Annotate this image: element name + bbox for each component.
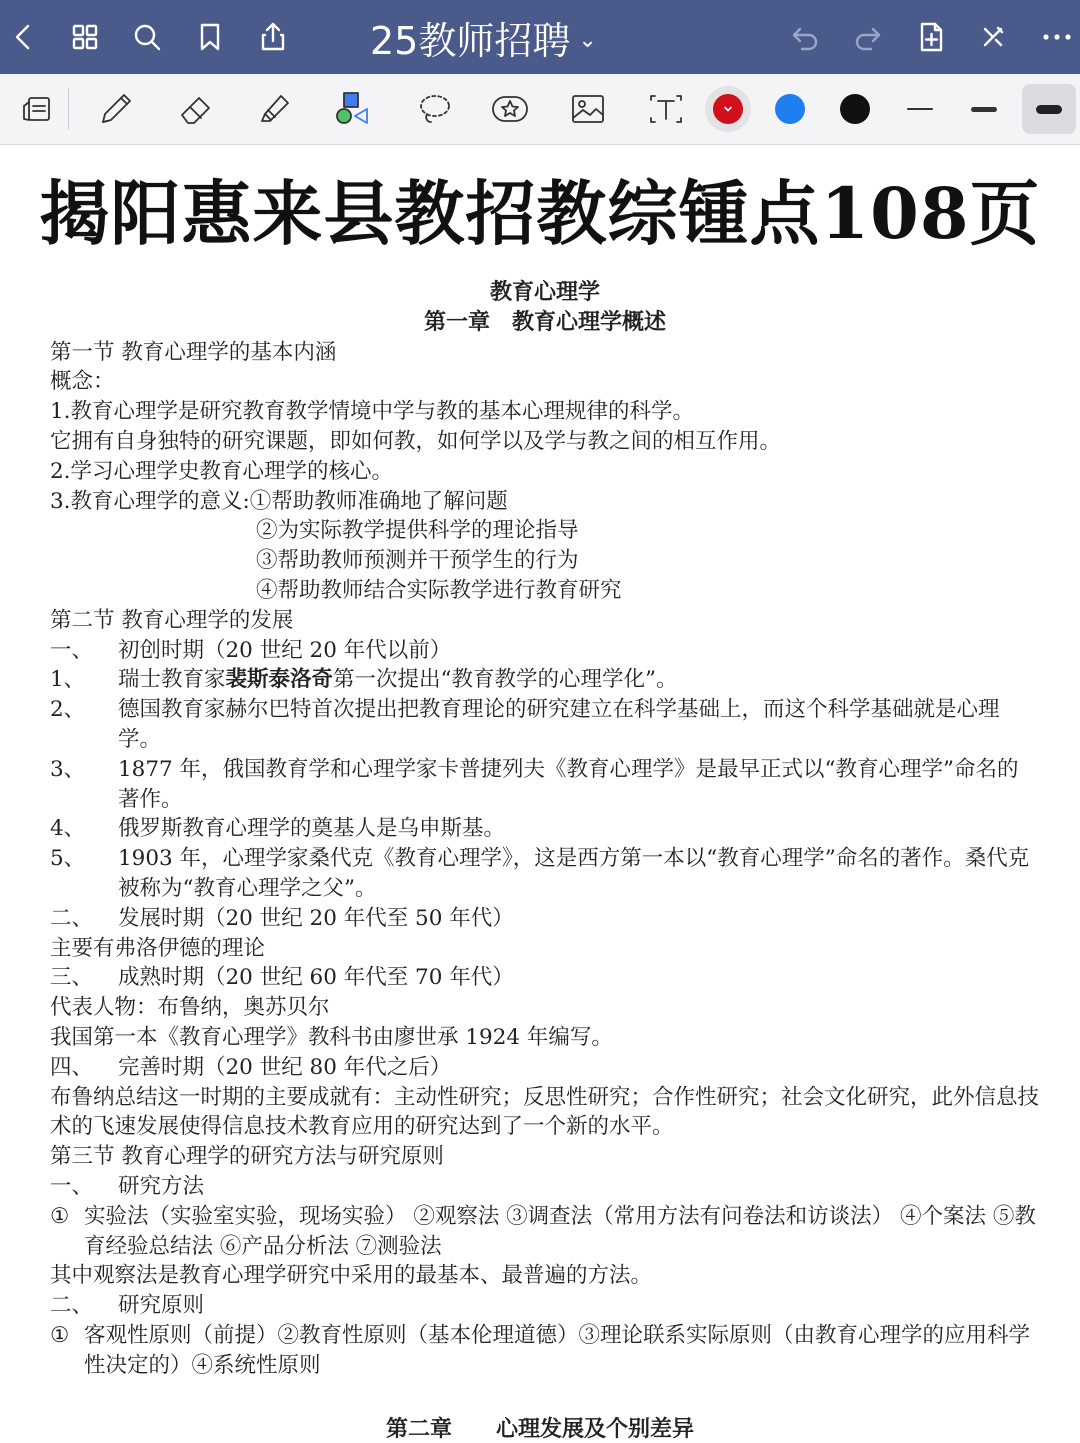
list-number: 三、 — [50, 965, 94, 991]
list-text — [118, 665, 678, 695]
red-color-dot — [713, 94, 743, 124]
list-text: 初创时期（20 世纪 20 年代以前） — [118, 637, 452, 663]
list-number: 4、 — [50, 816, 86, 842]
text-run: 瑞士教育家 — [118, 667, 226, 693]
black-color-dot — [840, 94, 870, 124]
list-number: ① — [50, 1203, 70, 1229]
sticker-tool-icon[interactable] — [484, 84, 536, 134]
list-item — [50, 755, 1040, 815]
list-item — [50, 1202, 1040, 1262]
paragraph: ④帮助教师结合实际教学进行教育研究 — [256, 577, 622, 603]
list-number: 一、 — [50, 637, 94, 663]
list-item — [50, 844, 1040, 904]
bold-keyword: 裴斯泰洛奇 — [225, 667, 334, 693]
list-number: 四、 — [50, 1054, 94, 1080]
list-number: 二、 — [50, 1293, 94, 1319]
paragraph: 它拥有自身独特的研究课题，即如何教，如何学以及学与教之间的相互作用。 — [50, 428, 782, 454]
chapter-1-title: 第一章 教育心理学概述 — [423, 308, 666, 335]
concept-label: 概念： — [50, 369, 115, 395]
share-icon[interactable] — [250, 14, 296, 60]
redo-icon[interactable] — [845, 14, 891, 60]
thick-stroke-sample — [1036, 105, 1062, 114]
thin-stroke-sample — [907, 108, 933, 110]
paragraph: 布鲁纳总结这一时期的主要成就有：主动性研究；反思性研究；合作性研究；社会文化研究，此外信息技术的飞速发展使得信息技术教育应用的研究达到了一个新的水平。 — [50, 1084, 1040, 1140]
section-1-title: 第一节 教育心理学的基本内涵 — [50, 339, 337, 365]
highlighter-tool-icon[interactable] — [248, 84, 300, 134]
search-icon[interactable] — [124, 14, 170, 60]
list-number: 二、 — [50, 905, 94, 931]
back-icon[interactable] — [0, 14, 46, 60]
paragraph: 3.教育心理学的意义:①帮助教师准确地了解问题 — [50, 488, 508, 514]
list-item — [50, 1053, 1040, 1083]
paragraph: 代表人物：布鲁纳，奥苏贝尔 — [50, 995, 330, 1021]
more-options-icon[interactable] — [1034, 14, 1080, 60]
stroke-thin-option[interactable] — [894, 84, 946, 134]
list-item — [50, 665, 1040, 695]
lasso-tool-icon[interactable] — [408, 84, 460, 134]
shapes-tool-icon[interactable] — [326, 84, 378, 134]
chevron-down-icon — [723, 104, 733, 114]
list-item — [50, 1321, 1040, 1381]
document-body — [50, 278, 1040, 1380]
add-page-icon[interactable] — [908, 14, 954, 60]
document-title: 25教师招聘 — [370, 18, 571, 63]
list-item — [50, 636, 1040, 666]
pen-tool-icon[interactable] — [90, 84, 142, 134]
text-run: 第一次提出“教育教学的心理学化”。 — [333, 667, 678, 693]
chapter-2-title: 第二章 心理发展及个别差异 — [385, 1416, 694, 1442]
blue-color-dot — [775, 94, 805, 124]
list-number: 3、 — [50, 756, 86, 782]
undo-icon[interactable] — [782, 14, 828, 60]
stroke-thick-option[interactable] — [1022, 84, 1076, 134]
list-number: ① — [50, 1322, 70, 1348]
paragraph: ③帮助教师预测并干预学生的行为 — [256, 548, 579, 574]
close-edit-icon[interactable] — [970, 14, 1016, 60]
list-text: 研究原则 — [118, 1293, 205, 1319]
section-3-title: 第三节 教育心理学的研究方法与研究原则 — [50, 1144, 444, 1170]
list-text: 1903 年，心理学家桑代克《教育心理学》，这是西方第一本以“教育心理学”命名的著作。桑代克被称为“教育心理学之父”。 — [118, 846, 1030, 901]
color-blue-swatch[interactable] — [764, 84, 816, 134]
list-text: 客观性原则（前提）②教育性原则（基本伦理道德）③理论联系实际原则（由教育心理学的应用科学性决定的）④系统性原则 — [84, 1322, 1031, 1378]
list-number: 5、 — [50, 846, 86, 872]
section-2-title: 第二节 教育心理学的发展 — [50, 607, 294, 633]
list-text: 德国教育家赫尔巴特首次提出把教育理论的研究建立在科学基础上，而这个科学基础就是心理学。 — [118, 697, 1000, 752]
document-title-button[interactable] — [370, 12, 597, 62]
list-text: 研究方法 — [118, 1173, 205, 1199]
page-heading: 揭阳惠来县教招教综锺点108页 — [39, 172, 1041, 255]
list-text: 实验法（实验室实验，现场实验） ②观察法 ③调查法（常用方法有问卷法和访谈法） ④个案法 ⑤教育经验总结法 ⑥产品分析法 ⑦测验法 — [84, 1203, 1036, 1259]
selected-color-ring — [705, 86, 751, 132]
subject-title: 教育心理学 — [489, 279, 600, 305]
paragraph: 其中观察法是教育心理学研究中采用的最基本、最普遍的方法。 — [50, 1263, 653, 1289]
list-item — [50, 1291, 1040, 1321]
list-item — [50, 963, 1040, 993]
list-text: 完善时期（20 世纪 80 年代之后） — [118, 1054, 452, 1080]
toolbar-divider — [68, 88, 69, 130]
color-red-swatch[interactable] — [702, 84, 754, 134]
image-tool-icon[interactable] — [562, 84, 614, 134]
list-text: 俄罗斯教育心理学的奠基人是乌申斯基。 — [118, 816, 506, 842]
paragraph: 我国第一本《教育心理学》教科书由廖世承 1924 年编写。 — [50, 1024, 613, 1050]
text-tool-icon[interactable] — [640, 84, 692, 134]
stroke-medium-option[interactable] — [958, 84, 1010, 134]
list-item — [50, 814, 1040, 844]
list-text: 1877 年，俄国教育学和心理学家卡普捷列夫《教育心理学》是最早正式以“教育心理学”命名的著作。 — [118, 756, 1019, 812]
list-number: 1、 — [50, 667, 86, 693]
app-top-bar — [0, 0, 1080, 74]
list-text: 发展时期（20 世纪 20 年代至 50 年代） — [118, 905, 514, 931]
list-item — [50, 1172, 1040, 1202]
paragraph: 2.学习心理学史教育心理学的核心。 — [50, 458, 394, 484]
medium-stroke-sample — [971, 107, 997, 112]
paragraph: 1.教育心理学是研究教育教学情境中学与教的基本心理规律的科学。 — [50, 399, 695, 425]
bookmark-icon[interactable] — [187, 14, 233, 60]
drawing-toolbar — [0, 74, 1080, 145]
color-black-swatch[interactable] — [829, 84, 881, 134]
list-number: 2、 — [50, 697, 86, 723]
list-text: 成熟时期（20 世纪 60 年代至 70 年代） — [118, 965, 514, 991]
paragraph: ②为实际教学提供科学的理论指导 — [256, 518, 579, 544]
read-mode-icon[interactable] — [12, 84, 64, 134]
eraser-tool-icon[interactable] — [170, 84, 222, 134]
grid-view-icon[interactable] — [62, 14, 108, 60]
list-item — [50, 695, 1040, 755]
paragraph: 主要有弗洛伊德的理论 — [50, 935, 266, 961]
list-number: 一、 — [50, 1173, 94, 1199]
chevron-down-icon: ⌄ — [578, 27, 597, 53]
list-item — [50, 904, 1040, 934]
